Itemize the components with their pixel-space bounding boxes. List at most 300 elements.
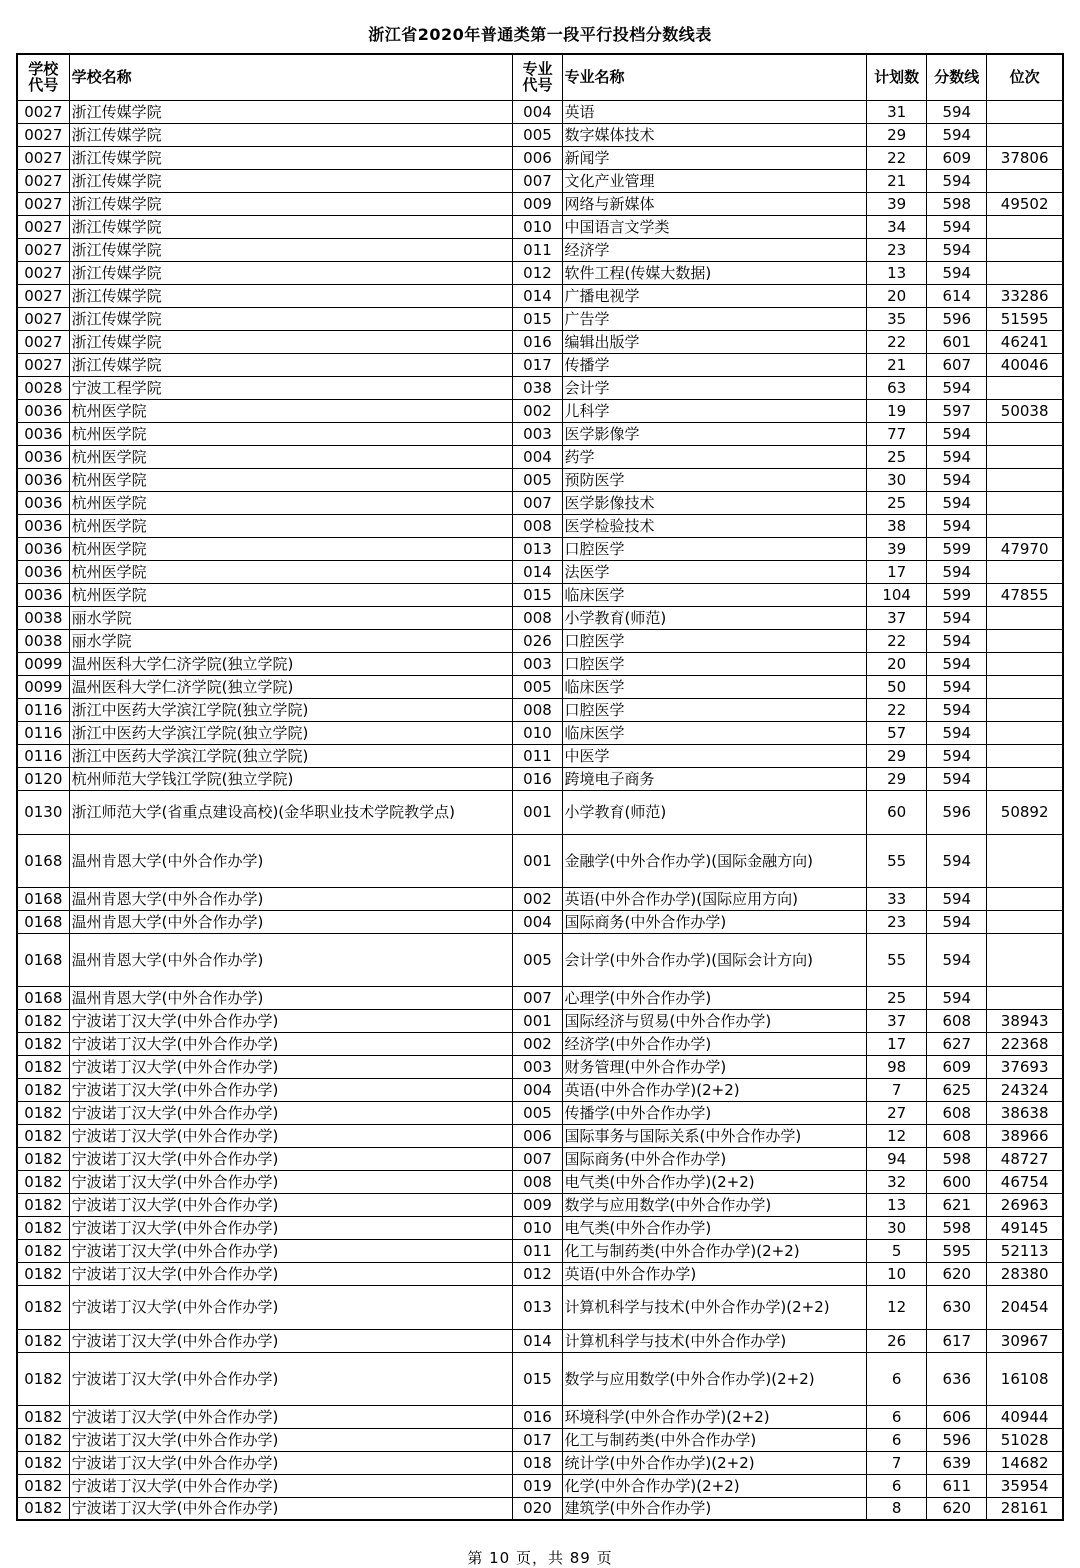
cell-major-name: 经济学 (562, 238, 867, 261)
table-row (17, 629, 1063, 652)
cell-major-code: 005 (513, 933, 562, 986)
cell-plan-count: 22 (867, 698, 927, 721)
cell-school-name: 浙江中医药大学滨江学院(独立学院) (69, 721, 513, 744)
cell-major-code: 001 (513, 1009, 562, 1032)
cell-major-name: 英语(中外合作办学)(国际应用方向) (562, 887, 867, 910)
cell-major-name: 国际经济与贸易(中外合作办学) (562, 1009, 867, 1032)
cell-rank (987, 169, 1063, 192)
cell-major-name: 电气类(中外合作办学) (562, 1216, 867, 1239)
table-row (17, 238, 1063, 261)
table-row (17, 1032, 1063, 1055)
cell-major-name: 英语(中外合作办学) (562, 1262, 867, 1285)
cell-score-line: 630 (927, 1285, 987, 1329)
cell-score-line: 596 (927, 1428, 987, 1451)
cell-school-code: 0036 (17, 468, 69, 491)
cell-major-name: 化工与制药类(中外合作办学)(2+2) (562, 1239, 867, 1262)
cell-school-name: 杭州医学院 (69, 491, 513, 514)
cell-school-code: 0130 (17, 790, 69, 834)
cell-plan-count: 17 (867, 1032, 927, 1055)
cell-score-line: 621 (927, 1193, 987, 1216)
cell-school-code: 0182 (17, 1032, 69, 1055)
cell-major-name: 中国语言文学类 (562, 215, 867, 238)
cell-major-name: 数字媒体技术 (562, 123, 867, 146)
table-row (17, 123, 1063, 146)
cell-school-code: 0027 (17, 123, 69, 146)
cell-major-name: 法医学 (562, 560, 867, 583)
cell-plan-count: 60 (867, 790, 927, 834)
table-row (17, 1329, 1063, 1352)
table-row (17, 376, 1063, 399)
cell-plan-count: 22 (867, 330, 927, 353)
cell-rank (987, 629, 1063, 652)
cell-major-code: 016 (513, 1405, 562, 1428)
cell-plan-count: 29 (867, 123, 927, 146)
cell-major-name: 软件工程(传媒大数据) (562, 261, 867, 284)
cell-major-code: 007 (513, 491, 562, 514)
cell-major-name: 心理学(中外合作办学) (562, 986, 867, 1009)
table-body (17, 100, 1063, 1520)
cell-major-code: 007 (513, 1147, 562, 1170)
cell-school-name: 宁波诺丁汉大学(中外合作办学) (69, 1262, 513, 1285)
cell-school-code: 0116 (17, 744, 69, 767)
page-title: 浙江省2020年普通类第一段平行投档分数线表 (368, 25, 712, 44)
cell-major-code: 026 (513, 629, 562, 652)
cell-score-line: 627 (927, 1032, 987, 1055)
cell-plan-count: 6 (867, 1428, 927, 1451)
cell-plan-count: 5 (867, 1239, 927, 1262)
table-row (17, 652, 1063, 675)
cell-school-name: 浙江传媒学院 (69, 307, 513, 330)
cell-rank: 47855 (987, 583, 1063, 606)
cell-plan-count: 37 (867, 606, 927, 629)
cell-score-line: 607 (927, 353, 987, 376)
cell-major-code: 004 (513, 100, 562, 123)
table-row (17, 537, 1063, 560)
cell-score-line: 600 (927, 1170, 987, 1193)
table-row (17, 353, 1063, 376)
cell-school-code: 0182 (17, 1193, 69, 1216)
cell-rank: 51595 (987, 307, 1063, 330)
cell-school-code: 0182 (17, 1078, 69, 1101)
cell-major-code: 020 (513, 1497, 562, 1520)
cell-plan-count: 12 (867, 1285, 927, 1329)
column-header-major-code (513, 54, 562, 101)
cell-major-code: 008 (513, 514, 562, 537)
cell-plan-count: 23 (867, 238, 927, 261)
cell-score-line: 594 (927, 887, 987, 910)
cell-score-line: 598 (927, 1147, 987, 1170)
cell-rank (987, 261, 1063, 284)
cell-school-name: 浙江传媒学院 (69, 284, 513, 307)
cell-school-code: 0027 (17, 307, 69, 330)
cell-plan-count: 57 (867, 721, 927, 744)
cell-major-code: 013 (513, 1285, 562, 1329)
cell-score-line: 599 (927, 583, 987, 606)
cell-major-name: 传播学(中外合作办学) (562, 1101, 867, 1124)
table-row (17, 307, 1063, 330)
cell-plan-count: 25 (867, 491, 927, 514)
cell-major-code: 005 (513, 123, 562, 146)
cell-major-code: 009 (513, 1193, 562, 1216)
cell-major-code: 007 (513, 169, 562, 192)
cell-school-code: 0182 (17, 1405, 69, 1428)
cell-rank (987, 652, 1063, 675)
cell-plan-count: 26 (867, 1329, 927, 1352)
cell-school-name: 丽水学院 (69, 629, 513, 652)
cell-major-name: 国际事务与国际关系(中外合作办学) (562, 1124, 867, 1147)
cell-school-code: 0182 (17, 1474, 69, 1497)
cell-major-code: 004 (513, 910, 562, 933)
table-row (17, 422, 1063, 445)
cell-school-code: 0036 (17, 537, 69, 560)
cell-major-code: 007 (513, 986, 562, 1009)
table-row (17, 1055, 1063, 1078)
table-row (17, 606, 1063, 629)
table-row (17, 583, 1063, 606)
cell-school-name: 温州肯恩大学(中外合作办学) (69, 834, 513, 887)
cell-school-code: 0038 (17, 606, 69, 629)
cell-major-name: 会计学(中外合作办学)(国际会计方向) (562, 933, 867, 986)
cell-rank (987, 767, 1063, 790)
cell-school-name: 宁波诺丁汉大学(中外合作办学) (69, 1285, 513, 1329)
cell-plan-count: 22 (867, 146, 927, 169)
cell-plan-count: 22 (867, 629, 927, 652)
cell-major-name: 电气类(中外合作办学)(2+2) (562, 1170, 867, 1193)
cell-school-code: 0099 (17, 652, 69, 675)
cell-plan-count: 6 (867, 1405, 927, 1428)
cell-rank (987, 238, 1063, 261)
table-row (17, 910, 1063, 933)
cell-plan-count: 39 (867, 537, 927, 560)
table-row (17, 1170, 1063, 1193)
cell-rank (987, 376, 1063, 399)
cell-school-name: 浙江传媒学院 (69, 192, 513, 215)
cell-school-name: 杭州医学院 (69, 514, 513, 537)
cell-school-code: 0182 (17, 1055, 69, 1078)
cell-major-name: 会计学 (562, 376, 867, 399)
cell-rank (987, 721, 1063, 744)
cell-score-line: 594 (927, 721, 987, 744)
table-row (17, 887, 1063, 910)
admission-score-table (16, 53, 1064, 1522)
cell-school-code: 0027 (17, 215, 69, 238)
cell-plan-count: 34 (867, 215, 927, 238)
cell-major-code: 017 (513, 353, 562, 376)
cell-major-code: 010 (513, 215, 562, 238)
table-row (17, 1193, 1063, 1216)
major-code-line2: 代号 (522, 76, 553, 95)
cell-rank (987, 468, 1063, 491)
cell-major-code: 018 (513, 1451, 562, 1474)
cell-rank: 20454 (987, 1285, 1063, 1329)
cell-score-line: 599 (927, 537, 987, 560)
cell-major-name: 化工与制药类(中外合作办学) (562, 1428, 867, 1451)
cell-school-code: 0168 (17, 986, 69, 1009)
cell-score-line: 594 (927, 215, 987, 238)
cell-rank: 38638 (987, 1101, 1063, 1124)
cell-score-line: 594 (927, 560, 987, 583)
table-row (17, 1124, 1063, 1147)
cell-rank (987, 744, 1063, 767)
cell-school-code: 0038 (17, 629, 69, 652)
table-row (17, 1101, 1063, 1124)
cell-major-code: 005 (513, 675, 562, 698)
cell-plan-count: 63 (867, 376, 927, 399)
cell-school-name: 宁波诺丁汉大学(中外合作办学) (69, 1009, 513, 1032)
cell-school-code: 0182 (17, 1147, 69, 1170)
table-row (17, 1078, 1063, 1101)
cell-score-line: 594 (927, 986, 987, 1009)
cell-rank (987, 910, 1063, 933)
cell-score-line: 620 (927, 1497, 987, 1520)
cell-major-name: 计算机科学与技术(中外合作办学) (562, 1329, 867, 1352)
column-header-score-line: 分数线 (927, 54, 987, 101)
cell-score-line: 594 (927, 169, 987, 192)
cell-major-code: 002 (513, 887, 562, 910)
cell-school-code: 0036 (17, 514, 69, 537)
table-row (17, 399, 1063, 422)
school-code-line2: 代号 (28, 76, 59, 95)
cell-school-name: 温州医科大学仁济学院(独立学院) (69, 675, 513, 698)
cell-school-name: 浙江传媒学院 (69, 146, 513, 169)
cell-rank: 47970 (987, 537, 1063, 560)
cell-rank: 38943 (987, 1009, 1063, 1032)
table-row (17, 790, 1063, 834)
cell-major-code: 012 (513, 261, 562, 284)
cell-school-name: 宁波诺丁汉大学(中外合作办学) (69, 1329, 513, 1352)
cell-school-name: 浙江中医药大学滨江学院(独立学院) (69, 744, 513, 767)
cell-plan-count: 25 (867, 986, 927, 1009)
cell-major-code: 010 (513, 721, 562, 744)
cell-school-name: 宁波诺丁汉大学(中外合作办学) (69, 1405, 513, 1428)
cell-major-code: 004 (513, 445, 562, 468)
cell-score-line: 625 (927, 1078, 987, 1101)
cell-major-name: 口腔医学 (562, 629, 867, 652)
cell-plan-count: 39 (867, 192, 927, 215)
cell-major-name: 数学与应用数学(中外合作办学)(2+2) (562, 1352, 867, 1405)
cell-school-code: 0036 (17, 399, 69, 422)
table-row (17, 284, 1063, 307)
cell-school-code: 0182 (17, 1170, 69, 1193)
cell-rank (987, 215, 1063, 238)
cell-score-line: 617 (927, 1329, 987, 1352)
cell-rank (987, 986, 1063, 1009)
table-row (17, 1009, 1063, 1032)
cell-major-code: 012 (513, 1262, 562, 1285)
cell-rank: 51028 (987, 1428, 1063, 1451)
cell-major-code: 014 (513, 560, 562, 583)
cell-rank (987, 698, 1063, 721)
cell-plan-count: 13 (867, 1193, 927, 1216)
cell-school-name: 浙江师范大学(省重点建设高校)(金华职业技术学院教学点) (69, 790, 513, 834)
cell-major-name: 临床医学 (562, 675, 867, 698)
cell-school-name: 宁波诺丁汉大学(中外合作办学) (69, 1124, 513, 1147)
cell-school-name: 宁波诺丁汉大学(中外合作办学) (69, 1193, 513, 1216)
cell-plan-count: 98 (867, 1055, 927, 1078)
cell-score-line: 594 (927, 675, 987, 698)
cell-school-name: 丽水学院 (69, 606, 513, 629)
cell-major-name: 医学检验技术 (562, 514, 867, 537)
cell-rank: 40046 (987, 353, 1063, 376)
cell-rank: 49145 (987, 1216, 1063, 1239)
cell-score-line: 595 (927, 1239, 987, 1262)
cell-major-name: 预防医学 (562, 468, 867, 491)
cell-school-name: 杭州医学院 (69, 468, 513, 491)
cell-school-name: 宁波诺丁汉大学(中外合作办学) (69, 1474, 513, 1497)
cell-school-code: 0036 (17, 445, 69, 468)
school-code-line1: 学校 (28, 59, 59, 78)
cell-score-line: 594 (927, 491, 987, 514)
cell-rank: 50892 (987, 790, 1063, 834)
cell-school-code: 0168 (17, 910, 69, 933)
cell-school-name: 宁波诺丁汉大学(中外合作办学) (69, 1055, 513, 1078)
cell-score-line: 620 (927, 1262, 987, 1285)
cell-major-name: 英语 (562, 100, 867, 123)
cell-school-name: 浙江传媒学院 (69, 261, 513, 284)
column-header-school-name: 学校名称 (69, 54, 513, 101)
table-row (17, 698, 1063, 721)
column-header-rank: 位次 (987, 54, 1063, 101)
cell-score-line: 594 (927, 652, 987, 675)
cell-school-name: 宁波工程学院 (69, 376, 513, 399)
cell-rank: 26963 (987, 1193, 1063, 1216)
cell-school-name: 温州肯恩大学(中外合作办学) (69, 986, 513, 1009)
cell-major-code: 005 (513, 468, 562, 491)
page-footer: 第 10 页，共 89 页 (467, 1549, 613, 1568)
cell-school-code: 0182 (17, 1239, 69, 1262)
cell-major-code: 011 (513, 1239, 562, 1262)
cell-plan-count: 33 (867, 887, 927, 910)
cell-major-name: 经济学(中外合作办学) (562, 1032, 867, 1055)
cell-major-name: 小学教育(师范) (562, 790, 867, 834)
cell-score-line: 596 (927, 790, 987, 834)
table-row (17, 192, 1063, 215)
cell-plan-count: 10 (867, 1262, 927, 1285)
cell-plan-count: 6 (867, 1474, 927, 1497)
cell-school-name: 宁波诺丁汉大学(中外合作办学) (69, 1170, 513, 1193)
cell-plan-count: 13 (867, 261, 927, 284)
table-row (17, 491, 1063, 514)
cell-rank: 48727 (987, 1147, 1063, 1170)
table-row (17, 721, 1063, 744)
cell-plan-count: 77 (867, 422, 927, 445)
cell-major-name: 口腔医学 (562, 537, 867, 560)
cell-major-name: 统计学(中外合作办学)(2+2) (562, 1451, 867, 1474)
cell-rank: 16108 (987, 1352, 1063, 1405)
cell-plan-count: 20 (867, 652, 927, 675)
cell-major-code: 038 (513, 376, 562, 399)
cell-school-code: 0027 (17, 169, 69, 192)
cell-school-code: 0182 (17, 1009, 69, 1032)
cell-score-line: 639 (927, 1451, 987, 1474)
cell-score-line: 606 (927, 1405, 987, 1428)
cell-plan-count: 31 (867, 100, 927, 123)
cell-school-name: 杭州医学院 (69, 422, 513, 445)
cell-plan-count: 30 (867, 1216, 927, 1239)
column-header-major-name: 专业名称 (562, 54, 867, 101)
cell-plan-count: 27 (867, 1101, 927, 1124)
cell-score-line: 608 (927, 1009, 987, 1032)
cell-major-name: 英语(中外合作办学)(2+2) (562, 1078, 867, 1101)
cell-score-line: 594 (927, 422, 987, 445)
cell-school-code: 0036 (17, 491, 69, 514)
cell-score-line: 594 (927, 910, 987, 933)
cell-school-name: 宁波诺丁汉大学(中外合作办学) (69, 1239, 513, 1262)
cell-score-line: 609 (927, 1055, 987, 1078)
cell-plan-count: 6 (867, 1352, 927, 1405)
cell-plan-count: 29 (867, 767, 927, 790)
table-row (17, 146, 1063, 169)
cell-school-name: 宁波诺丁汉大学(中外合作办学) (69, 1078, 513, 1101)
cell-major-name: 口腔医学 (562, 698, 867, 721)
cell-score-line: 608 (927, 1124, 987, 1147)
cell-major-code: 006 (513, 146, 562, 169)
cell-major-code: 008 (513, 606, 562, 629)
cell-school-code: 0116 (17, 698, 69, 721)
cell-score-line: 608 (927, 1101, 987, 1124)
cell-school-name: 宁波诺丁汉大学(中外合作办学) (69, 1352, 513, 1405)
cell-major-name: 临床医学 (562, 583, 867, 606)
cell-rank (987, 100, 1063, 123)
cell-rank (987, 560, 1063, 583)
cell-plan-count: 25 (867, 445, 927, 468)
major-code-line1: 专业 (522, 59, 553, 78)
table-row (17, 169, 1063, 192)
cell-school-name: 温州肯恩大学(中外合作办学) (69, 887, 513, 910)
table-row (17, 986, 1063, 1009)
cell-plan-count: 7 (867, 1451, 927, 1474)
cell-score-line: 594 (927, 698, 987, 721)
table-row (17, 215, 1063, 238)
cell-major-code: 016 (513, 767, 562, 790)
cell-major-name: 编辑出版学 (562, 330, 867, 353)
cell-school-name: 浙江传媒学院 (69, 123, 513, 146)
table-row (17, 834, 1063, 887)
cell-school-code: 0027 (17, 192, 69, 215)
cell-score-line: 594 (927, 933, 987, 986)
table-row (17, 675, 1063, 698)
cell-school-code: 0182 (17, 1352, 69, 1405)
cell-major-code: 015 (513, 583, 562, 606)
cell-rank (987, 675, 1063, 698)
cell-plan-count: 55 (867, 933, 927, 986)
cell-plan-count: 19 (867, 399, 927, 422)
table-row (17, 744, 1063, 767)
cell-plan-count: 20 (867, 284, 927, 307)
cell-major-code: 009 (513, 192, 562, 215)
cell-school-name: 杭州医学院 (69, 560, 513, 583)
cell-plan-count: 38 (867, 514, 927, 537)
cell-score-line: 594 (927, 468, 987, 491)
table-row (17, 560, 1063, 583)
cell-school-code: 0036 (17, 560, 69, 583)
table-row (17, 1497, 1063, 1520)
cell-school-name: 杭州师范大学钱江学院(独立学院) (69, 767, 513, 790)
cell-score-line: 594 (927, 629, 987, 652)
cell-score-line: 594 (927, 238, 987, 261)
cell-school-name: 宁波诺丁汉大学(中外合作办学) (69, 1216, 513, 1239)
cell-major-code: 011 (513, 744, 562, 767)
cell-school-code: 0182 (17, 1101, 69, 1124)
cell-plan-count: 55 (867, 834, 927, 887)
cell-plan-count: 12 (867, 1124, 927, 1147)
cell-major-name: 环境科学(中外合作办学)(2+2) (562, 1405, 867, 1428)
cell-score-line: 614 (927, 284, 987, 307)
cell-plan-count: 7 (867, 1078, 927, 1101)
cell-rank: 46754 (987, 1170, 1063, 1193)
cell-major-code: 008 (513, 1170, 562, 1193)
cell-school-name: 温州肯恩大学(中外合作办学) (69, 933, 513, 986)
